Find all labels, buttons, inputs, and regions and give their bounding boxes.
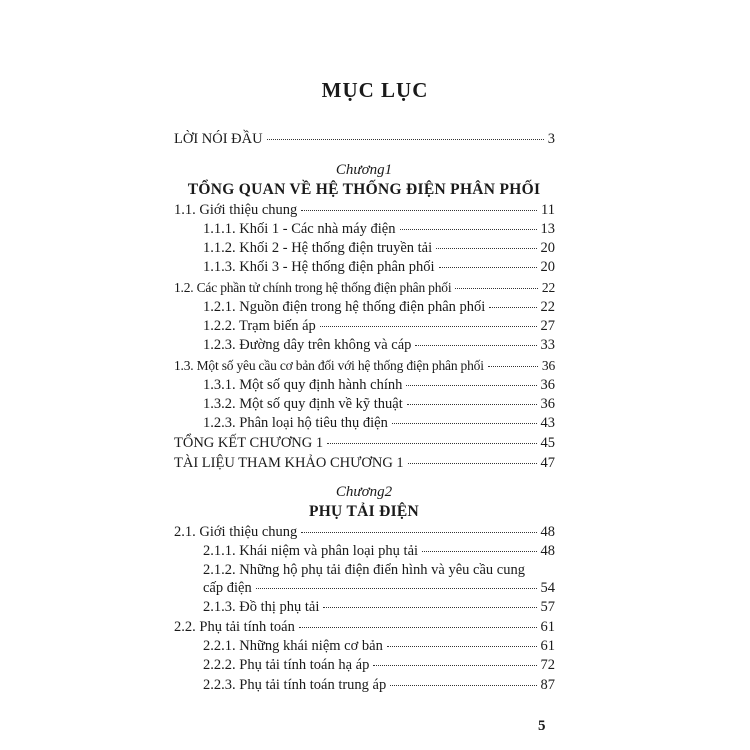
dot-leader	[256, 588, 537, 589]
toc-entry-page: 11	[541, 202, 555, 218]
toc-title: MỤC LỤC	[321, 78, 429, 102]
toc-entry-page: 45	[540, 435, 555, 451]
dot-leader	[327, 443, 536, 444]
toc-entry	[203, 337, 555, 354]
toc-entry-wrapped-line: 2.1.2. Những hộ phụ tải điện điển hình và yêu cầu cung	[203, 562, 525, 578]
toc-entry-page: 57	[540, 599, 555, 615]
toc-entry	[203, 677, 555, 694]
chapter-1-title: TỔNG QUAN VỀ HỆ THỐNG ĐIỆN PHÂN PHỐI	[187, 181, 541, 198]
toc-entry-page: 61	[540, 619, 555, 635]
toc-entry	[203, 415, 555, 432]
toc-entry-page: 22	[540, 299, 555, 315]
toc-entry-label: 1.3. Một số yêu cầu cơ bản đối với hệ thống điện phân phối	[174, 358, 484, 373]
dot-leader	[301, 532, 536, 533]
toc-entry-page: 61	[540, 638, 555, 654]
dot-leader	[415, 345, 536, 346]
toc-entry-page: 87	[540, 677, 555, 693]
toc-entry-page: 47	[540, 455, 555, 471]
toc-entry-label: 1.2.1. Nguồn điện trong hệ thống điện phân phối	[203, 299, 486, 315]
dot-leader	[301, 210, 537, 211]
toc-entry	[203, 318, 555, 335]
toc-entry-label: TÀI LIỆU THAM KHẢO CHƯƠNG 1	[174, 455, 404, 471]
dot-leader	[400, 229, 537, 230]
toc-entry	[174, 358, 555, 374]
toc-entry	[174, 455, 555, 472]
toc-entry-label: 1.3.2. Một số quy định về kỹ thuật	[203, 396, 403, 412]
chapter-1-label: Chương1	[335, 162, 393, 178]
toc-entry-page: 20	[540, 259, 555, 275]
toc-entry	[203, 240, 555, 257]
toc-entry-preface	[174, 131, 555, 148]
toc-entry-page: 22	[541, 280, 555, 295]
dot-leader	[320, 326, 537, 327]
dot-leader	[390, 685, 536, 686]
toc-entry-label: 1.1. Giới thiệu chung	[174, 202, 298, 218]
toc-entry-page: 54	[540, 580, 555, 596]
toc-entry	[203, 299, 555, 316]
dot-leader	[407, 404, 537, 405]
dot-leader	[408, 463, 537, 464]
toc-entry-label: 1.2. Các phần tử chính trong hệ thống điện phân phối	[174, 280, 452, 295]
toc-entry-label: 1.1.2. Khối 2 - Hệ thống điện truyền tải	[203, 240, 433, 256]
toc-entry-page: 48	[540, 543, 555, 559]
dot-leader	[488, 366, 538, 367]
toc-entry-label: 2.2.1. Những khái niệm cơ bản	[203, 638, 383, 654]
toc-entry-label: LỜI NÓI ĐẦU	[174, 131, 263, 147]
page-number: 5	[538, 718, 546, 734]
toc-entry-label: 2.2. Phụ tải tính toán	[174, 619, 295, 635]
toc-entry	[203, 599, 555, 616]
toc-entry-page: 13	[540, 221, 555, 237]
toc-entry-page: 33	[540, 337, 555, 353]
toc-entry	[203, 657, 555, 674]
dot-leader	[387, 646, 537, 647]
toc-entry	[203, 221, 555, 238]
toc-entry-page: 36	[541, 358, 555, 373]
toc-entry-label: 1.1.1. Khối 1 - Các nhà máy điện	[203, 221, 396, 237]
dot-leader	[267, 139, 544, 140]
toc-entry-label: 2.2.2. Phụ tải tính toán hạ áp	[203, 657, 370, 673]
dot-leader	[422, 551, 536, 552]
toc-entry-page: 36	[540, 377, 555, 393]
toc-entry-label: 1.2.3. Đường dây trên không và cáp	[203, 337, 412, 353]
dot-leader	[406, 385, 536, 386]
toc-entry	[203, 377, 555, 394]
toc-entry-label: 1.2.2. Trạm biến áp	[203, 318, 316, 334]
dot-leader	[299, 627, 537, 628]
toc-entry-label: 1.2.3. Phân loại hộ tiêu thụ điện	[203, 415, 388, 431]
dot-leader	[436, 248, 536, 249]
toc-entry	[174, 202, 555, 219]
toc-entry	[203, 396, 555, 413]
toc-entry	[174, 619, 555, 636]
chapter-2-label: Chương2	[335, 484, 393, 500]
toc-entry	[203, 638, 555, 655]
dot-leader	[455, 288, 538, 289]
dot-leader	[439, 267, 537, 268]
toc-entry	[174, 435, 555, 452]
toc-entry-label: 2.2.3. Phụ tải tính toán trung áp	[203, 677, 387, 693]
dot-leader	[373, 665, 536, 666]
toc-entry-page: 36	[540, 396, 555, 412]
toc-entry-page: 43	[540, 415, 555, 431]
dot-leader	[323, 607, 536, 608]
toc-entry-page: 20	[540, 240, 555, 256]
toc-entry-page: 3	[547, 131, 555, 147]
toc-entry-label: 1.3.1. Một số quy định hành chính	[203, 377, 403, 393]
toc-entry-label: 2.1.3. Đồ thị phụ tải	[203, 599, 320, 615]
chapter-2-title: PHỤ TẢI ĐIỆN	[308, 503, 420, 520]
toc-entry-page: 48	[540, 524, 555, 540]
toc-entry	[174, 524, 555, 541]
toc-entry-label: 1.1.3. Khối 3 - Hệ thống điện phân phối	[203, 259, 435, 275]
toc-entry-label: cấp điện	[203, 580, 252, 596]
toc-entry-page: 27	[540, 318, 555, 334]
toc-entry-page: 72	[540, 657, 555, 673]
toc-entry-label: 2.1. Giới thiệu chung	[174, 524, 298, 540]
dot-leader	[392, 423, 537, 424]
dot-leader	[489, 307, 536, 308]
toc-entry	[174, 280, 555, 296]
toc-entry	[203, 543, 555, 560]
toc-entry-label: TỔNG KẾT CHƯƠNG 1	[174, 435, 324, 451]
toc-entry	[203, 580, 555, 597]
toc-entry-label: 2.1.1. Khái niệm và phân loại phụ tải	[203, 543, 419, 559]
toc-entry	[203, 259, 555, 276]
